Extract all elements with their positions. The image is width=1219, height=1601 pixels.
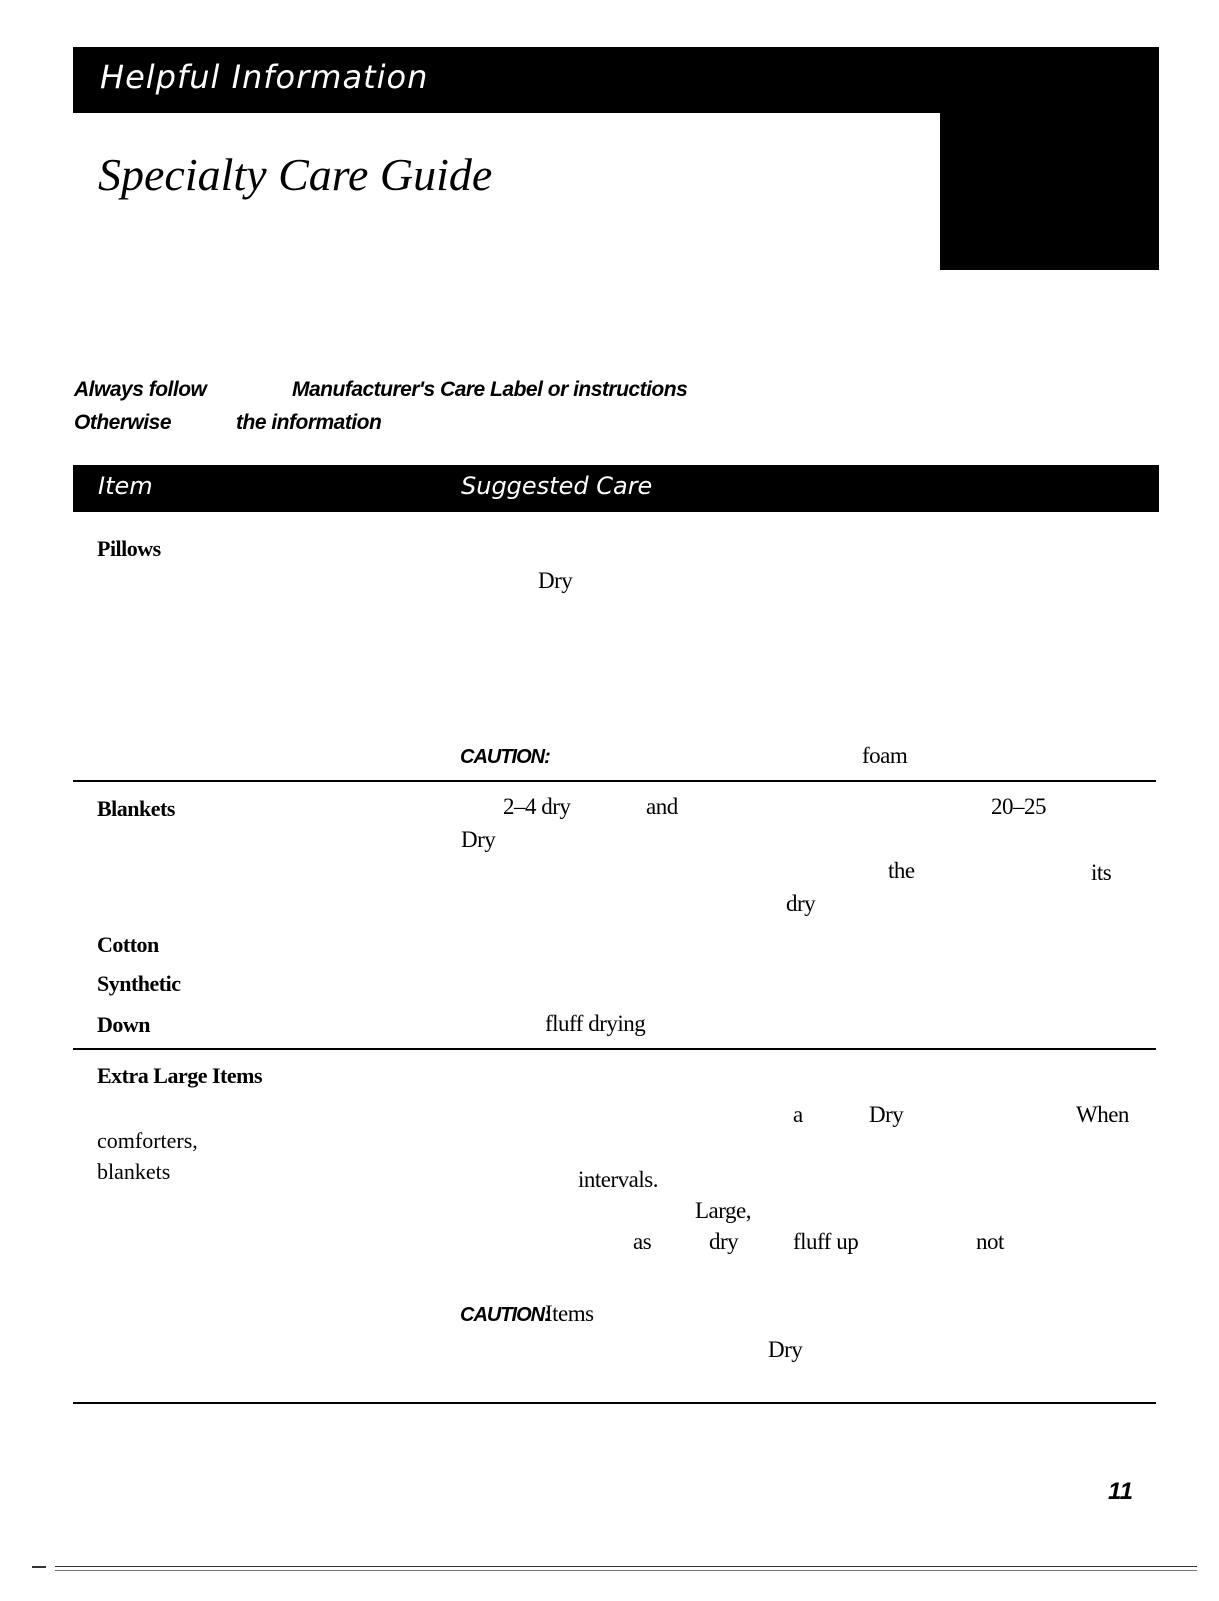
extra-large-word-as: as <box>633 1229 652 1254</box>
extra-large-fluff-up: fluff up <box>793 1229 859 1254</box>
item-down: Down <box>97 1012 151 1037</box>
extra-large-comforters: comforters, <box>97 1128 198 1153</box>
extra-large-word-a: a <box>793 1102 803 1127</box>
row-divider-1 <box>73 780 1156 782</box>
pillows-word-foam: foam <box>862 743 908 768</box>
pillows-caution: CAUTION: <box>460 746 550 768</box>
blankets-word-and: and <box>646 794 678 819</box>
footer-dash <box>32 1566 46 1568</box>
item-extra-large: Extra Large Items <box>97 1063 263 1088</box>
extra-large-word-when: When <box>1076 1102 1129 1127</box>
blankets-time-range: 20–25 <box>991 794 1046 819</box>
column-header-item: Item <box>98 472 153 500</box>
note-care-label: Manufacturer's Care Label or instructions <box>292 378 688 401</box>
page-title: Specialty Care Guide <box>98 149 493 200</box>
column-header-suggested-care: Suggested Care <box>461 472 653 500</box>
row-divider-3 <box>73 1402 1156 1404</box>
item-pillows: Pillows <box>97 536 161 561</box>
blankets-dry-count: 2–4 dry <box>503 794 571 819</box>
blankets-word-the: the <box>888 858 915 883</box>
footer-rule <box>55 1566 1197 1567</box>
item-blankets: Blankets <box>97 796 175 821</box>
note-the-information: the information <box>236 411 382 434</box>
blankets-word-dry: Dry <box>461 827 496 852</box>
blankets-word-its: its <box>1091 860 1112 885</box>
page-number: 11 <box>1108 1478 1133 1505</box>
blankets-word-dry-2: dry <box>786 891 816 916</box>
extra-large-word-dry-2: dry <box>709 1229 739 1254</box>
note-always-follow: Always follow <box>74 378 207 401</box>
blankets-fluff-drying: fluff drying <box>545 1011 646 1036</box>
footer-rule-secondary <box>55 1570 1197 1571</box>
extra-large-word-dry-3: Dry <box>768 1337 803 1362</box>
header-decorative-block <box>940 113 1159 270</box>
extra-large-word-items: Items <box>545 1301 594 1326</box>
extra-large-word-not: not <box>976 1229 1004 1254</box>
section-title: Helpful Information <box>100 58 429 96</box>
extra-large-word-large: Large, <box>695 1198 751 1223</box>
note-otherwise: Otherwise <box>74 411 172 434</box>
item-cotton: Cotton <box>97 932 159 957</box>
item-synthetic: Synthetic <box>97 971 181 996</box>
extra-large-caution: CAUTION: <box>460 1304 550 1326</box>
pillows-word-dry: Dry <box>538 568 573 593</box>
extra-large-blankets: blankets <box>97 1159 171 1184</box>
extra-large-word-intervals: intervals. <box>578 1167 658 1192</box>
row-divider-2 <box>73 1048 1156 1050</box>
extra-large-word-dry: Dry <box>869 1102 904 1127</box>
